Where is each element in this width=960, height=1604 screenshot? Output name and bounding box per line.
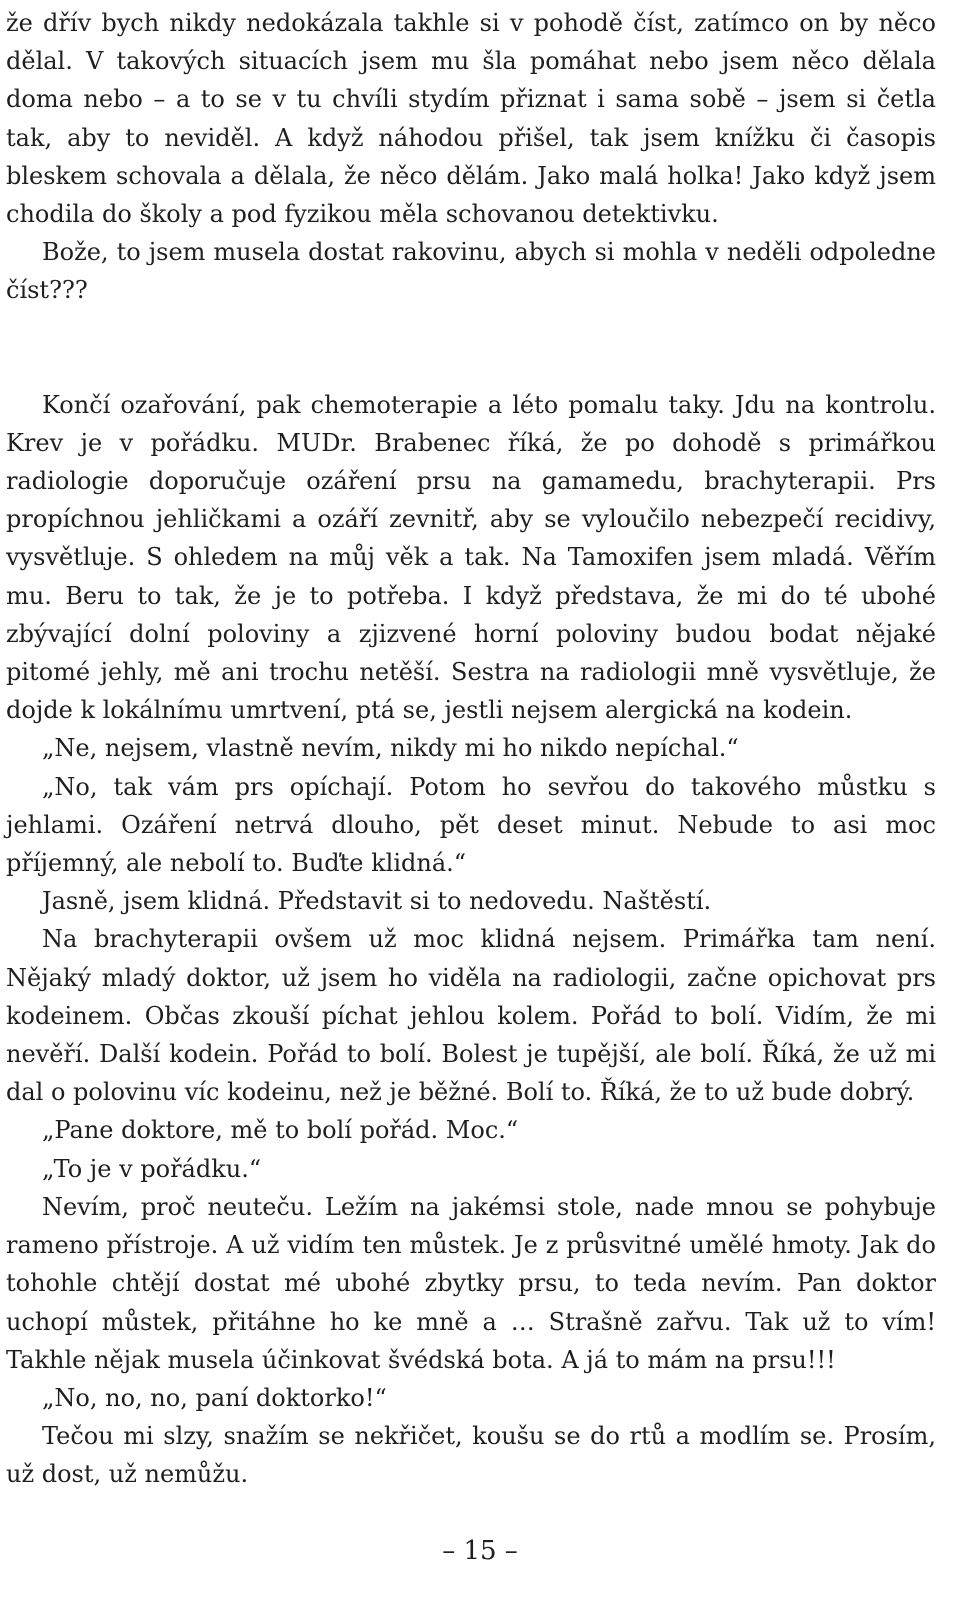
- paragraph: Tečou mi slzy, snažím se nekřičet, koušu se do rtů a modlím se. Prosím, už dost, už nemůžu.: [6, 1422, 936, 1489]
- paragraph: „No, no, no, paní doktorko!“: [42, 1383, 387, 1412]
- paragraph: Na brachyterapii ovšem už moc klidná nejsem. Primářka tam není. Nějaký mladý doktor, už jsem ho viděla na radiologii, začne opichovat prs kodeinem. Občas zkouší píchat jehlou kolem. Pořád to bolí. Vidím, že mi nevěří. Další kodein. Pořád to bolí. Bolest je tupější, ale bolí. Říká, že už mi dal o polovinu víc kodeinu, než je běžné. Bolí to. Říká, že to už bude dobrý.: [6, 925, 936, 1107]
- paragraph: „No, tak vám prs opíchají. Potom ho sevřou do takového můstku s jehlami. Ozáření netrvá dlouho, pět deset minut. Nebude to asi moc příjemný, ale nebolí to. Buďte klidná.“: [6, 772, 936, 878]
- paragraph: že dřív bych nikdy nedokázala takhle si v pohodě číst, zatímco on by něco dělal. V takových situacích jsem mu šla pomáhat nebo jsem něco dělala doma nebo – a to se v tu chvíli stydím přiznat i sama sobě – jsem si četla tak, aby to neviděl. A když náhodou přišel, tak jsem knížku či časopis bleskem schovala a dělala, že něco dělám. Jako malá holka! Jako když jsem chodila do školy a pod fyzikou měla schovanou detektivku.: [6, 9, 936, 229]
- text-block-bottom: [6, 386, 936, 1494]
- text-block-top: [6, 4, 936, 310]
- page-number: – 15 –: [442, 1536, 518, 1566]
- paragraph: Jasně, jsem klidná. Představit si to nedovedu. Naštěstí.: [42, 887, 712, 916]
- paragraph: Bože, to jsem musela dostat rakovinu, abych si mohla v neděli odpoledne číst???: [6, 238, 936, 305]
- section-break: [6, 310, 936, 386]
- document-page: [6, 0, 936, 1494]
- paragraph: „To je v pořádku.“: [42, 1154, 262, 1183]
- paragraph: „Pane doktore, mě to bolí pořád. Moc.“: [42, 1116, 519, 1145]
- paragraph: Končí ozařování, pak chemoterapie a léto pomalu taky. Jdu na kontrolu. Krev je v pořádku. MUDr. Brabenec říká, že po dohodě s primářkou radiologie doporučuje ozáření prsu na gamamedu, brachyterapii. Prs propíchnou jehličkami a ozáří zevnitř, aby se vyloučilo nebezpečí recidivy, vysvětluje. S ohledem na můj věk a tak. Na Tamoxifen jsem mladá. Věřím mu. Beru to tak, že je to potřeba. I když představa, že mi do té ubohé zbývající dolní poloviny a zjizvené horní poloviny budou bodat nějaké pitomé jehly, mě ani trochu netěší. Sestra na radiologii mně vysvětluje, že dojde k lokálnímu umrtvení, ptá se, jestli nejsem alergická na kodein.: [6, 390, 936, 725]
- paragraph: „Ne, nejsem, vlastně nevím, nikdy mi ho nikdo nepíchal.“: [42, 734, 739, 763]
- paragraph: Nevím, proč neuteču. Ležím na jakémsi stole, nade mnou se pohybuje rameno přístroje. A už vidím ten můstek. Je z průsvitné umělé hmoty. Jak do tohohle chtějí dostat mé ubohé zbytky prsu, to teda nevím. Pan doktor uchopí můstek, přitáhne ho ke mně a … Strašně zařvu. Tak už to vím! Takhle nějak musela účinkovat švédská bota. A já to mám na prsu!!!: [6, 1192, 936, 1374]
